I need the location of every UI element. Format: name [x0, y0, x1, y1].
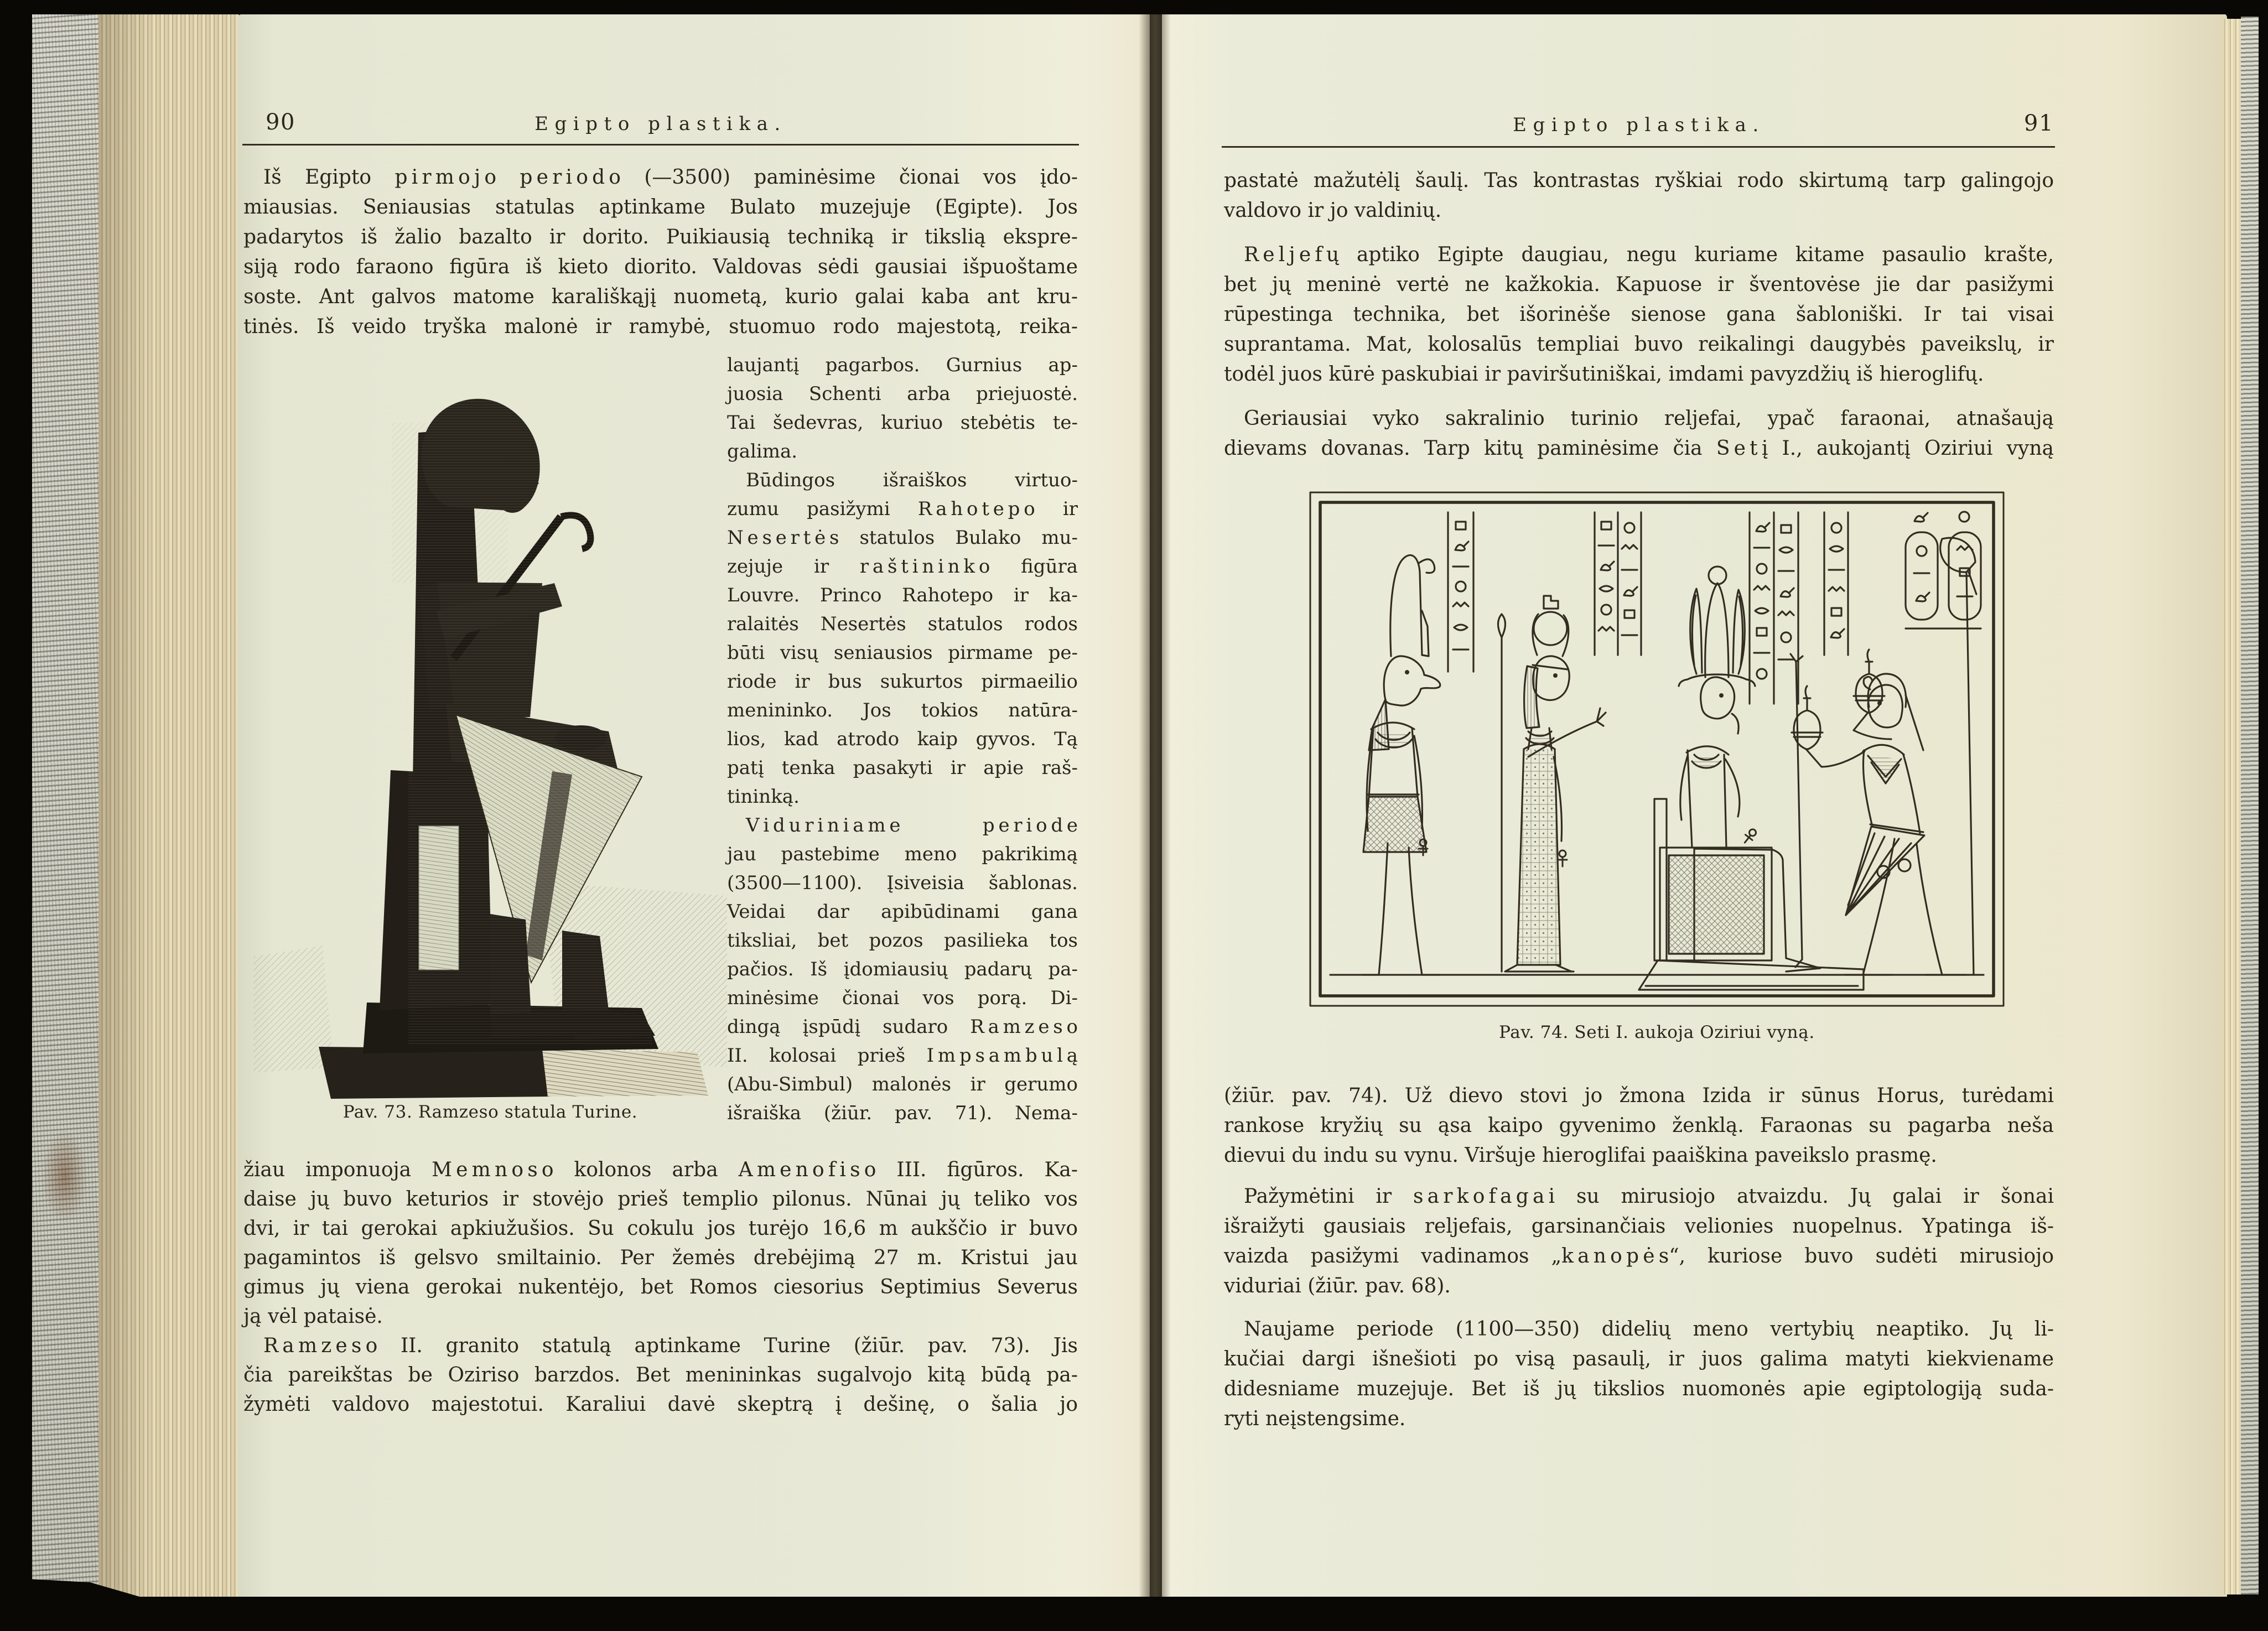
right-page [1162, 13, 2227, 1600]
osiris-figure [1639, 567, 1864, 990]
paragraph-memnoso: žiau imponuoja M e m n o s o kolonos arba A m e n o f i s o III. figūros. Ka- daise jų buvo keturios ir stovėjo prieš templio pilonus. Nūnai jų teliko vos dvi, ir tai gerokai apkiužušios. Su cokulu jos turėjo 16,6 m aukščio ir buvo pagamintos iš gelsvo smiltainio. Per žemės drebėjimą 27 m. Kristui jau gimus jų viena gerokai nukentėjo, bet Romos ciesorius Septimius Severus ją vėl pataisė. [243, 1159, 1078, 1328]
right-header-rule [1222, 146, 2055, 148]
paragraph-reljefu: R e l j e f ų aptiko Egipte daugiau, negu kuriame kitame pasaulio krašte, bet jų meninė vertė ne kažkokia. Kapuose ir šventovėse jie dar pasižymi rūpestinga technika, bet išorinėše sienose gana šabloniški. Ir tai visai suprantama. Mat, kolosalūs templiai buvo reikalingi daugybės paveikslų, ir todėl juos kūrė paskubiai ir paviršutiniškai, imdami pavyzdžių iš hieroglifų. [1224, 243, 2054, 386]
horus-figure [1362, 555, 1440, 975]
left-running-title: Egipto plastika. [534, 113, 787, 135]
paragraph-viduriniame: V i d u r i n i a m e p e r i o d e jau pastebime meno pakrikimą (3500—1100). Įsiveisia šablonas. Veidai dar apibūdinami gana tiksliai, bet pozos pasilieka tos pačios. Iš įdomiausių padarų pa- minėsime čionai vos porą. Di- dingą įspūdį sudaro R a m z e s o II. kolosai prieš I m p s a m b u l ą (Abu-Simbul) malonės ir gerumo išraiška (žiūr. pav. 71). Nema- [727, 814, 1078, 1124]
left-header-rule [242, 144, 1079, 146]
figure-73-caption: Pav. 73. Ramzeso statula Turine. [342, 1102, 638, 1122]
book-cover-left-edge [31, 8, 98, 1631]
background-left [0, 0, 32, 1631]
paragraph-continuation: laujantį pagarbos. Gurnius ap- juosia Schenti arba priejuostė. Tai šedevras, kuriuo stebėtis te- galima. [727, 354, 1078, 463]
left-bottom-block [243, 1155, 1078, 1419]
right-running-title: Egipto plastika. [1513, 114, 1765, 136]
left-page [238, 14, 1150, 1599]
paragraph-budingos: Būdingos išraiškos virtuo- zumu pasižymi R a h o t e p o ir N e s e r t ė s statulos Bulako mu- zejuje ir r a š t i n i n k o figūra Louvre. Princo Rahotepo ir ka- ralaitės Nesertės statulos rodos būti visų seniausios pirmame pe- riode ir bus sukurtos pirmaeilio menininko. Jos tokios natūra- lios, kad atrodo kaip gyvos. Tą patį tenka pasakyti ir apie raš- tininką. [727, 469, 1078, 808]
paragraph-intro: Iš Egipto p i r m o j o p e r i o d o (—3500) paminėsime čionai vos įdo- miausias. Seniausias statulas aptinkame Bulato muzejuje (Egipte). Jos padarytos iš žalio bazalto ir dorito. Puikiausią techniką ir tikslią ekspre- siją rodo faraono figūra iš kieto diorito. Valdovas sėdi gausiai išpuoštame soste. Ant galvos matome karališkąjį nuometą, kurio galai kaba ant kru- tinės. Iš veido tryška malonė ir ramybė, stuomuo rodo majestotą, reika- [243, 166, 1078, 338]
figure-74 [1307, 489, 2007, 1009]
paragraph-naujame: Naujame periode (1100—350) didelių meno vertybių neaptiko. Jų li- kučiai dargi išnešioti po visą pasaulį, ir juos galima matyti kiekviename didesniame muzejuje. Bet iš jų tikslios nuomonės apie egiptologiją suda- ryti neįstengsime. [1224, 1318, 2054, 1430]
paragraph-ramzeso: R a m z e s o II. granito statulą aptinkame Turine (žiūr. pav. 73). Jis čia pareikštas be Oziriso barzdos. Bet menininkas sugalvojo kitą būdą pa- žymėti valdovo majestotui. Karaliui davė skeptrą į dešinę, o šalia jo [243, 1334, 1078, 1416]
paragraph-pazymetini: Pažymėtini ir s a r k o f a g a i su mirusiojo atvaizdu. Jų galai ir šonai išraižyti gausiais reljefais, garsinančiais velionies nuopelnus. Ypatinga iš- vaizda pasižymi vadinamos „k a n o p ė s“, kuriose buvo sudėti mirusiojo viduriai (žiūr. pav. 68). [1224, 1185, 2054, 1297]
paragraph-pastate: pastatė mažutėlį šaulį. Tas kontrastas ryškiai rodo skirtumą tarp galingojo valdovo ir jo valdinių. [1224, 169, 2054, 222]
figure-73 [253, 351, 727, 1099]
statue-engraving-icon [253, 351, 727, 1099]
book-cover-right-edge [2241, 17, 2260, 1594]
background-right [2259, 0, 2268, 1631]
background-top [0, 0, 2268, 14]
figure-74-caption: Pav. 74. Seti I. aukoja Oziriui vyną. [1499, 1022, 1815, 1042]
book-gutter [1139, 13, 1171, 1599]
left-column [727, 351, 1078, 1128]
paragraph-geriausiai: Geriausiai vyko sakralinio turinio reljefai, ypač faraonai, atnašaują dievams dovanas. Tarp kitų paminėsime čia S e t į I., aukojantį Oziriui vyną [1224, 407, 2054, 460]
right-page-number: 91 [2023, 111, 2054, 136]
background-bottom [0, 1597, 2268, 1631]
page-edges-left [98, 12, 239, 1616]
relief-engraving-icon [1307, 489, 2007, 1009]
paragraph-ziur: (žiūr. pav. 74). Už dievo stovi jo žmona Izida ir sūnus Horus, turėdami rankose kryžių su ąsa kaipo gyvenimo ženklą. Faraonas su pagarba neša dievui du indu su vynu. Viršuje hieroglifai paaiškina paveikslo prasmę. [1224, 1084, 2054, 1167]
left-page-number: 90 [266, 110, 296, 135]
isis-figure [1498, 596, 1606, 972]
